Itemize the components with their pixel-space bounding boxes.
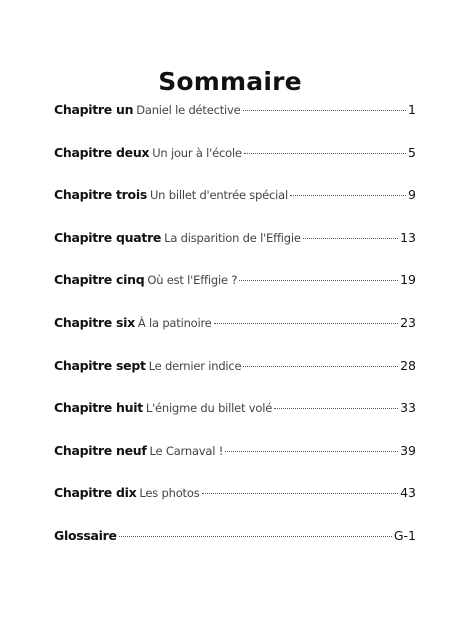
page-number: 43 (400, 485, 416, 501)
toc-entry (54, 230, 416, 273)
dot-leader (243, 366, 398, 367)
chapter-label: Chapitre six (54, 314, 135, 330)
page-number: 28 (400, 357, 416, 373)
toc-entry (54, 400, 416, 443)
page-number: 33 (400, 400, 416, 416)
toc-entry (54, 145, 416, 188)
chapter-title: L'énigme du billet volé (145, 401, 273, 416)
toc-entry (54, 443, 416, 486)
chapter-title: La disparition de l'Effigie (164, 230, 301, 245)
toc-entry (54, 187, 416, 230)
dot-leader (274, 408, 398, 409)
page-number: 5 (408, 144, 416, 160)
dot-leader (290, 195, 406, 196)
glossary-label: Glossaire (54, 527, 117, 543)
chapter-label: Chapitre cinq (54, 272, 145, 288)
chapter-title: Le Carnaval ! (149, 443, 224, 458)
dot-leader (244, 153, 406, 154)
dot-leader (202, 493, 399, 494)
page-number: 13 (400, 229, 416, 245)
dot-leader (243, 110, 407, 111)
chapter-title: Daniel le détective (136, 103, 241, 117)
chapter-title: Un jour à l'école (152, 145, 242, 160)
dot-leader (119, 536, 392, 537)
toc-entry (54, 272, 416, 315)
page-number: 19 (400, 272, 416, 288)
table-of-contents (54, 102, 416, 571)
toc-entry (54, 485, 416, 528)
dot-leader (303, 238, 398, 239)
chapter-title: Les photos (139, 486, 200, 501)
chapter-label: Chapitre sept (54, 357, 146, 373)
page-title: Sommaire (158, 66, 302, 96)
toc-entry (54, 102, 416, 145)
chapter-label: Chapitre trois (54, 187, 147, 203)
page-number: G-1 (393, 527, 416, 543)
page-number: 23 (400, 314, 416, 330)
chapter-label: Chapitre quatre (54, 229, 162, 245)
chapter-title: Le dernier indice (148, 358, 242, 373)
chapter-title: Un billet d'entrée spécial (149, 188, 288, 203)
page-number: 39 (400, 442, 416, 458)
chapter-title: À la patinoire (137, 315, 212, 330)
chapter-label: Chapitre un (54, 102, 134, 117)
toc-entry-glossary (54, 528, 416, 571)
page-number: 1 (408, 102, 416, 117)
dot-leader (225, 451, 398, 452)
chapter-label: Chapitre huit (54, 400, 143, 416)
dot-leader (214, 323, 398, 324)
chapter-label: Chapitre dix (54, 485, 137, 501)
page-number: 9 (408, 187, 416, 203)
chapter-label: Chapitre neuf (54, 442, 147, 458)
chapter-title: Où est l'Effigie ? (147, 273, 238, 288)
toc-entry (54, 315, 416, 358)
chapter-label: Chapitre deux (54, 144, 150, 160)
dot-leader (239, 280, 398, 281)
toc-entry (54, 358, 416, 401)
